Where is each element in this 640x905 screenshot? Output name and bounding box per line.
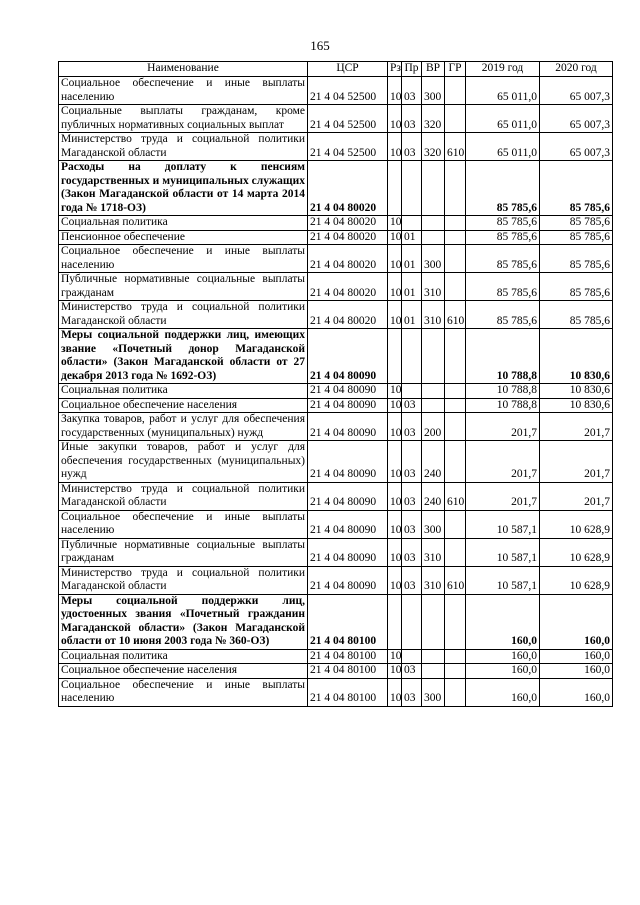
gr-cell bbox=[445, 594, 466, 649]
value-2020-cell: 10 628,9 bbox=[540, 510, 613, 538]
pr-cell bbox=[402, 161, 422, 216]
rz-cell bbox=[388, 594, 402, 649]
name-cell: Публичные нормативные социальные выплаты гражданам bbox=[59, 538, 308, 566]
vr-cell: 320 bbox=[422, 105, 445, 133]
value-2019-cell: 10 587,1 bbox=[466, 566, 540, 594]
table-row bbox=[59, 649, 613, 664]
rz-cell: 10 bbox=[388, 384, 402, 399]
name-cell: Меры социальной поддержки лиц, имеющих звание «Почетный донор Магаданской области» (Закон Магаданской области от 27 декабря 2013 года № 1692-ОЗ) bbox=[59, 329, 308, 384]
vr-cell bbox=[422, 230, 445, 245]
vr-cell bbox=[422, 216, 445, 231]
gr-cell: 610 bbox=[445, 566, 466, 594]
table-row bbox=[59, 482, 613, 510]
csr-cell: 21 4 04 80090 bbox=[308, 413, 388, 441]
value-2019-cell: 10 788,8 bbox=[466, 329, 540, 384]
vr-cell: 300 bbox=[422, 77, 445, 105]
name-cell: Социальные выплаты гражданам, кроме публичных нормативных социальных выплат bbox=[59, 105, 308, 133]
gr-cell bbox=[445, 245, 466, 273]
vr-cell: 240 bbox=[422, 482, 445, 510]
name-cell: Министерство труда и социальной политики Магаданской области bbox=[59, 482, 308, 510]
pr-cell bbox=[402, 216, 422, 231]
gr-cell bbox=[445, 398, 466, 413]
rz-cell: 10 bbox=[388, 482, 402, 510]
value-2019-cell: 160,0 bbox=[466, 649, 540, 664]
pr-cell: 01 bbox=[402, 230, 422, 245]
pr-cell: 03 bbox=[402, 133, 422, 161]
header-vr: ВР bbox=[422, 62, 445, 77]
table-header-row bbox=[59, 62, 613, 77]
name-cell: Социальная политика bbox=[59, 216, 308, 231]
value-2020-cell: 160,0 bbox=[540, 594, 613, 649]
value-2020-cell: 201,7 bbox=[540, 441, 613, 483]
csr-cell: 21 4 04 80100 bbox=[308, 678, 388, 706]
rz-cell: 10 bbox=[388, 273, 402, 301]
rz-cell: 10 bbox=[388, 77, 402, 105]
gr-cell bbox=[445, 230, 466, 245]
value-2020-cell: 85 785,6 bbox=[540, 245, 613, 273]
table-row bbox=[59, 398, 613, 413]
value-2020-cell: 201,7 bbox=[540, 482, 613, 510]
csr-cell: 21 4 04 52500 bbox=[308, 105, 388, 133]
table-row bbox=[59, 384, 613, 399]
value-2019-cell: 65 011,0 bbox=[466, 105, 540, 133]
pr-cell: 03 bbox=[402, 482, 422, 510]
value-2019-cell: 201,7 bbox=[466, 413, 540, 441]
rz-cell: 10 bbox=[388, 133, 402, 161]
rz-cell: 10 bbox=[388, 441, 402, 483]
value-2019-cell: 85 785,6 bbox=[466, 273, 540, 301]
value-2019-cell: 85 785,6 bbox=[466, 245, 540, 273]
value-2019-cell: 85 785,6 bbox=[466, 301, 540, 329]
vr-cell bbox=[422, 594, 445, 649]
table-row bbox=[59, 664, 613, 679]
pr-cell: 03 bbox=[402, 678, 422, 706]
value-2019-cell: 160,0 bbox=[466, 594, 540, 649]
gr-cell bbox=[445, 664, 466, 679]
page-number: 165 bbox=[310, 38, 330, 53]
table-row bbox=[59, 133, 613, 161]
rz-cell: 10 bbox=[388, 538, 402, 566]
table-row-section bbox=[59, 329, 613, 384]
gr-cell bbox=[445, 538, 466, 566]
name-cell: Министерство труда и социальной политики Магаданской области bbox=[59, 301, 308, 329]
name-cell: Социальная политика bbox=[59, 384, 308, 399]
header-2020: 2020 год bbox=[540, 62, 613, 77]
gr-cell bbox=[445, 441, 466, 483]
gr-cell: 610 bbox=[445, 301, 466, 329]
gr-cell: 610 bbox=[445, 482, 466, 510]
csr-cell: 21 4 04 52500 bbox=[308, 77, 388, 105]
value-2020-cell: 10 830,6 bbox=[540, 398, 613, 413]
table-row bbox=[59, 230, 613, 245]
pr-cell: 01 bbox=[402, 245, 422, 273]
value-2020-cell: 160,0 bbox=[540, 649, 613, 664]
gr-cell bbox=[445, 105, 466, 133]
value-2019-cell: 10 788,8 bbox=[466, 398, 540, 413]
vr-cell: 300 bbox=[422, 245, 445, 273]
vr-cell: 200 bbox=[422, 413, 445, 441]
value-2020-cell: 65 007,3 bbox=[540, 105, 613, 133]
table-row bbox=[59, 413, 613, 441]
table-row bbox=[59, 273, 613, 301]
name-cell: Социальное обеспечение и иные выплаты населению bbox=[59, 245, 308, 273]
name-cell: Пенсионное обеспечение bbox=[59, 230, 308, 245]
gr-cell bbox=[445, 216, 466, 231]
vr-cell bbox=[422, 384, 445, 399]
vr-cell bbox=[422, 329, 445, 384]
table-row bbox=[59, 566, 613, 594]
csr-cell: 21 4 04 80090 bbox=[308, 482, 388, 510]
gr-cell bbox=[445, 161, 466, 216]
rz-cell: 10 bbox=[388, 649, 402, 664]
csr-cell: 21 4 04 80100 bbox=[308, 594, 388, 649]
rz-cell: 10 bbox=[388, 510, 402, 538]
name-cell: Публичные нормативные социальные выплаты гражданам bbox=[59, 273, 308, 301]
value-2020-cell: 85 785,6 bbox=[540, 161, 613, 216]
budget-table bbox=[58, 61, 613, 707]
gr-cell bbox=[445, 649, 466, 664]
vr-cell: 310 bbox=[422, 566, 445, 594]
header-rz: Рз bbox=[388, 62, 402, 77]
value-2020-cell: 65 007,3 bbox=[540, 77, 613, 105]
pr-cell: 01 bbox=[402, 273, 422, 301]
value-2020-cell: 65 007,3 bbox=[540, 133, 613, 161]
name-cell: Социальное обеспечение населения bbox=[59, 664, 308, 679]
table-row bbox=[59, 77, 613, 105]
name-cell: Социальное обеспечение и иные выплаты населению bbox=[59, 510, 308, 538]
header-csr: ЦСР bbox=[308, 62, 388, 77]
gr-cell: 610 bbox=[445, 133, 466, 161]
name-cell: Социальное обеспечение населения bbox=[59, 398, 308, 413]
csr-cell: 21 4 04 80020 bbox=[308, 230, 388, 245]
csr-cell: 21 4 04 80090 bbox=[308, 441, 388, 483]
value-2019-cell: 65 011,0 bbox=[466, 77, 540, 105]
csr-cell: 21 4 04 80020 bbox=[308, 273, 388, 301]
gr-cell bbox=[445, 329, 466, 384]
value-2019-cell: 160,0 bbox=[466, 664, 540, 679]
name-cell: Закупка товаров, работ и услуг для обеспечения государственных (муниципальных) нужд bbox=[59, 413, 308, 441]
vr-cell bbox=[422, 161, 445, 216]
vr-cell: 310 bbox=[422, 273, 445, 301]
pr-cell: 03 bbox=[402, 510, 422, 538]
csr-cell: 21 4 04 80100 bbox=[308, 664, 388, 679]
table-row-section bbox=[59, 594, 613, 649]
gr-cell bbox=[445, 510, 466, 538]
value-2019-cell: 10 788,8 bbox=[466, 384, 540, 399]
gr-cell bbox=[445, 77, 466, 105]
gr-cell bbox=[445, 678, 466, 706]
value-2020-cell: 85 785,6 bbox=[540, 301, 613, 329]
vr-cell: 300 bbox=[422, 678, 445, 706]
pr-cell: 03 bbox=[402, 105, 422, 133]
value-2019-cell: 201,7 bbox=[466, 441, 540, 483]
gr-cell bbox=[445, 413, 466, 441]
rz-cell: 10 bbox=[388, 566, 402, 594]
table-row bbox=[59, 301, 613, 329]
vr-cell: 310 bbox=[422, 301, 445, 329]
value-2019-cell: 85 785,6 bbox=[466, 161, 540, 216]
pr-cell: 03 bbox=[402, 566, 422, 594]
rz-cell: 10 bbox=[388, 413, 402, 441]
value-2020-cell: 10 628,9 bbox=[540, 538, 613, 566]
pr-cell bbox=[402, 594, 422, 649]
csr-cell: 21 4 04 80020 bbox=[308, 301, 388, 329]
value-2020-cell: 85 785,6 bbox=[540, 273, 613, 301]
csr-cell: 21 4 04 80090 bbox=[308, 384, 388, 399]
value-2019-cell: 10 587,1 bbox=[466, 510, 540, 538]
rz-cell bbox=[388, 329, 402, 384]
pr-cell: 03 bbox=[402, 77, 422, 105]
header-gr: ГР bbox=[445, 62, 466, 77]
value-2020-cell: 85 785,6 bbox=[540, 216, 613, 231]
pr-cell: 01 bbox=[402, 301, 422, 329]
csr-cell: 21 4 04 80020 bbox=[308, 161, 388, 216]
csr-cell: 21 4 04 80090 bbox=[308, 538, 388, 566]
name-cell: Социальное обеспечение и иные выплаты населению bbox=[59, 678, 308, 706]
csr-cell: 21 4 04 80090 bbox=[308, 398, 388, 413]
gr-cell bbox=[445, 384, 466, 399]
rz-cell: 10 bbox=[388, 664, 402, 679]
value-2020-cell: 160,0 bbox=[540, 664, 613, 679]
value-2020-cell: 85 785,6 bbox=[540, 230, 613, 245]
value-2019-cell: 65 011,0 bbox=[466, 133, 540, 161]
vr-cell bbox=[422, 664, 445, 679]
value-2019-cell: 10 587,1 bbox=[466, 538, 540, 566]
pr-cell: 03 bbox=[402, 664, 422, 679]
csr-cell: 21 4 04 80090 bbox=[308, 329, 388, 384]
csr-cell: 21 4 04 52500 bbox=[308, 133, 388, 161]
rz-cell: 10 bbox=[388, 216, 402, 231]
value-2020-cell: 201,7 bbox=[540, 413, 613, 441]
table-row-section bbox=[59, 161, 613, 216]
csr-cell: 21 4 04 80020 bbox=[308, 216, 388, 231]
rz-cell: 10 bbox=[388, 398, 402, 413]
value-2019-cell: 160,0 bbox=[466, 678, 540, 706]
table-row bbox=[59, 538, 613, 566]
vr-cell: 240 bbox=[422, 441, 445, 483]
pr-cell: 03 bbox=[402, 441, 422, 483]
rz-cell: 10 bbox=[388, 301, 402, 329]
value-2020-cell: 10 628,9 bbox=[540, 566, 613, 594]
header-2019: 2019 год bbox=[466, 62, 540, 77]
vr-cell bbox=[422, 398, 445, 413]
value-2020-cell: 10 830,6 bbox=[540, 384, 613, 399]
value-2019-cell: 201,7 bbox=[466, 482, 540, 510]
pr-cell bbox=[402, 384, 422, 399]
table-row bbox=[59, 441, 613, 483]
pr-cell: 03 bbox=[402, 538, 422, 566]
header-name: Наименование bbox=[59, 62, 308, 77]
csr-cell: 21 4 04 80090 bbox=[308, 510, 388, 538]
vr-cell: 300 bbox=[422, 510, 445, 538]
name-cell: Расходы на доплату к пенсиям государственных и муниципальных служащих (Закон Магаданской области от 14 марта 2014 года № 1718-ОЗ) bbox=[59, 161, 308, 216]
csr-cell: 21 4 04 80090 bbox=[308, 566, 388, 594]
pr-cell bbox=[402, 649, 422, 664]
csr-cell: 21 4 04 80020 bbox=[308, 245, 388, 273]
value-2020-cell: 10 830,6 bbox=[540, 329, 613, 384]
name-cell: Иные закупки товаров, работ и услуг для обеспечения государственных (муниципальных) нужд bbox=[59, 441, 308, 483]
pr-cell: 03 bbox=[402, 398, 422, 413]
value-2019-cell: 85 785,6 bbox=[466, 230, 540, 245]
value-2019-cell: 85 785,6 bbox=[466, 216, 540, 231]
table-body bbox=[59, 77, 613, 707]
rz-cell: 10 bbox=[388, 678, 402, 706]
rz-cell: 10 bbox=[388, 230, 402, 245]
name-cell: Министерство труда и социальной политики Магаданской области bbox=[59, 566, 308, 594]
rz-cell: 10 bbox=[388, 245, 402, 273]
gr-cell bbox=[445, 273, 466, 301]
table-row bbox=[59, 245, 613, 273]
name-cell: Социальная политика bbox=[59, 649, 308, 664]
csr-cell: 21 4 04 80100 bbox=[308, 649, 388, 664]
header-pr: Пр bbox=[402, 62, 422, 77]
value-2020-cell: 160,0 bbox=[540, 678, 613, 706]
vr-cell bbox=[422, 649, 445, 664]
table-row bbox=[59, 678, 613, 706]
table-row bbox=[59, 105, 613, 133]
name-cell: Социальное обеспечение и иные выплаты населению bbox=[59, 77, 308, 105]
table-row bbox=[59, 216, 613, 231]
vr-cell: 310 bbox=[422, 538, 445, 566]
table-row bbox=[59, 510, 613, 538]
name-cell: Меры социальной поддержки лиц, удостоенных звания «Почетный гражданин Магаданской области» (Закон Магаданской области от 10 июня 2003 года № 360-ОЗ) bbox=[59, 594, 308, 649]
rz-cell: 10 bbox=[388, 105, 402, 133]
rz-cell bbox=[388, 161, 402, 216]
pr-cell bbox=[402, 329, 422, 384]
name-cell: Министерство труда и социальной политики Магаданской области bbox=[59, 133, 308, 161]
pr-cell: 03 bbox=[402, 413, 422, 441]
vr-cell: 320 bbox=[422, 133, 445, 161]
